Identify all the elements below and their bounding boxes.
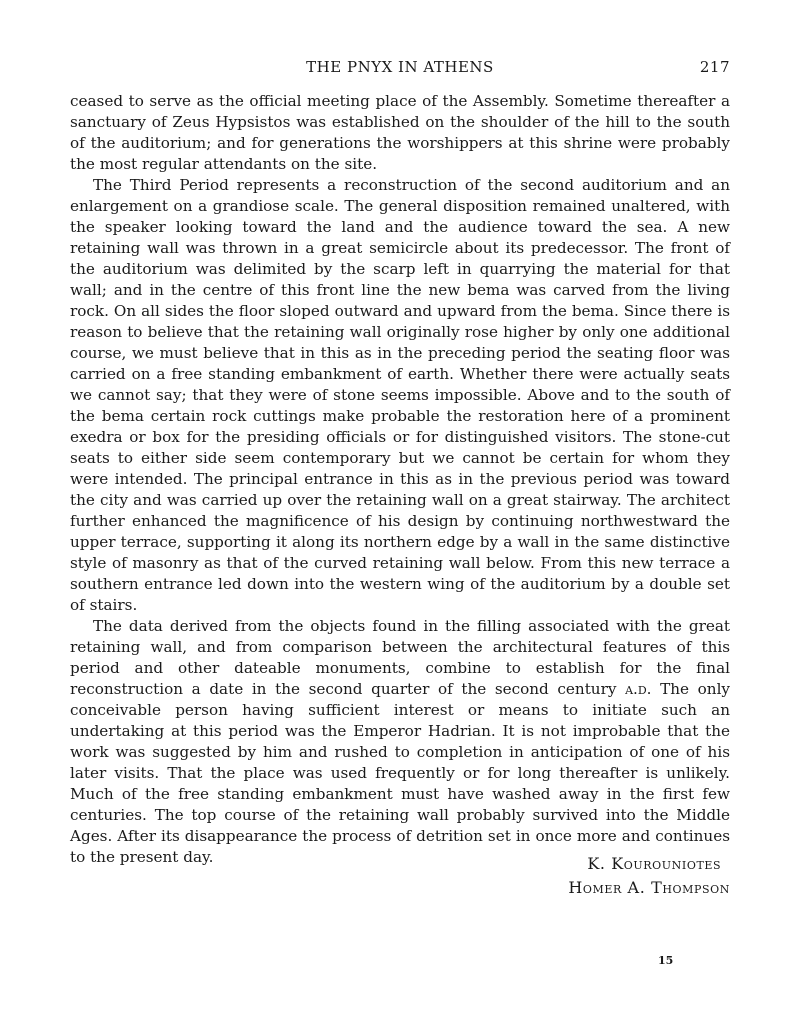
author-kourouniotes: K. Kourouniotes: [587, 854, 722, 873]
era-abbreviation: a.d.: [625, 680, 652, 698]
signature-mark: 15: [658, 954, 674, 967]
paragraph-3-text-before: The data derived from the objects found in the filling associated with the great retaining wall, and from comparison between the architectural features of this period and other dateable monuments, combine to establish for the final reconstruction a date in the second quarter of the second century: [70, 617, 730, 698]
running-head: [70, 58, 730, 80]
running-title: THE PNYX IN ATHENS: [306, 58, 494, 76]
paragraph-3-text-after: The only conceivable person having sufficient interest or means to initiate such an undertaking at this period was the Emperor Hadrian. It is not improbable that the work was suggested by him and rushed to completion in anticipation of one of his later visits. That the place was used frequently or for long thereafter is unlikely. Much of the free standing embankment must have washed away in the first few centuries. The top course of the retaining wall probably survived into the Middle Ages. After its disappearance the process of detrition set in once more and continues to the present day.: [70, 680, 731, 866]
author-signatures: [568, 852, 730, 900]
paragraph-3: [70, 616, 730, 868]
body-text: [70, 91, 730, 868]
paragraph-1: ceased to serve as the official meeting place of the Assembly. Sometime thereafter a sanctuary of Zeus Hypsistos was established on the shoulder of the hill to the south of the auditorium; and for generations the worshippers at this shrine were probably the most regular attendants on the site.: [70, 92, 730, 173]
paragraph-2: The Third Period represents a reconstruction of the second auditorium and an enlargement on a grandiose scale. The general disposition remained unaltered, with the speaker looking toward the land and the audience toward the sea. A new retaining wall was thrown in a great semicircle about its predecessor. The front of the auditorium was delimited by the scarp left in quarrying the material for that wall; and in the centre of this front line the new bema was carved from the living rock. On all sides the floor sloped outward and upward from the bema. Since there is reason to believe that the retaining wall originally rose higher by only one additional course, we must believe that in this as in the preceding period the seating floor was carried on a free standing embankment of earth. Whether there were actually seats we cannot say; that they were of stone seems impossible. Above and to the south of the bema certain rock cuttings make probable the restoration here of a prominent exedra or box for the presiding officials or for distinguished visitors. The stone-cut seats to either side seem contemporary but we cannot be certain for whom they were intended. The principal entrance in this as in the previous period was toward the city and was carried up over the retaining wall on a great stairway. The architect further enhanced the magnificence of his design by continuing northwestward the upper terrace, supporting it along its northern edge by a wall in the same distinctive style of masonry as that of the curved retaining wall below. From this new terrace a southern entrance led down into the western wing of the auditorium by a double set of stairs.: [70, 176, 730, 614]
author-thompson: Homer A. Thompson: [568, 878, 730, 897]
page-number: 217: [699, 58, 730, 76]
